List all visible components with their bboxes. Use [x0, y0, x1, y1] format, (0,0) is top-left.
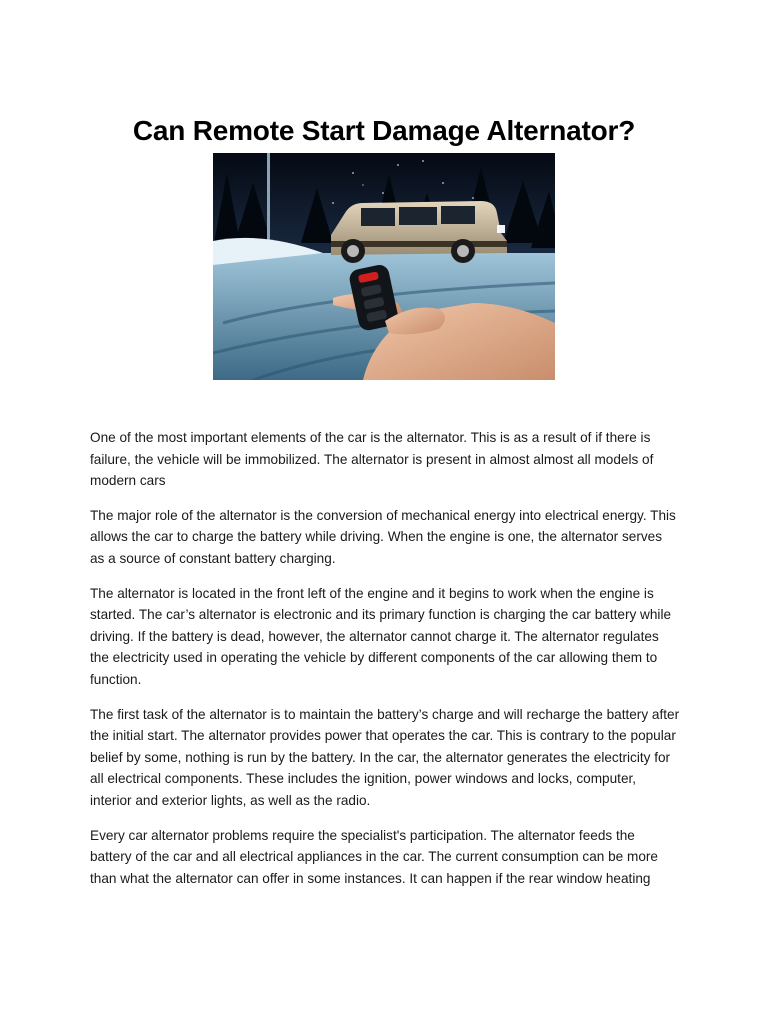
paragraph: One of the most important elements of the car is the alternator. This is as a result of if there is failure, the vehicle will be immobilized. The alternator is present in almost almost all models of modern cars [90, 430, 654, 489]
page-title: Can Remote Start Damage Alternator? [132, 114, 636, 146]
article-body [90, 427, 680, 902]
paragraph: The first task of the alternator is to maintain the battery’s charge and will recharge the battery after the initial start. The alternator provides power that operates the car. This is contrary to the popular belief by some, nothing is run by the battery. In the car, the alternator generates the electricity for all electrical components. These includes the ignition, power windows and locks, computer, interior and exterior lights, as well as the radio. [90, 706, 680, 808]
hero-image-car-remote-start [213, 153, 555, 380]
paragraph: The alternator is located in the front left of the engine and it begins to work when the engine is started. The car’s alternator is electronic and its primary function is charging the car battery while driving. If the battery is dead, however, the alternator cannot charge it. The alternator regulates the electricity used in operating the vehicle by different components of the car allowing them to function. [90, 585, 672, 687]
paragraph: Every car alternator problems require the specialist's participation. The alternator feeds the battery of the car and all electrical appliances in the car. The current consumption can be more than what the alternator can offer in some instances. It can happen if the rear window heating [90, 827, 658, 886]
paragraph: The major role of the alternator is the conversion of mechanical energy into electrical energy. This allows the car to charge the battery while driving. When the engine is one, the alternator serves as a source of constant battery charging. [90, 507, 676, 566]
